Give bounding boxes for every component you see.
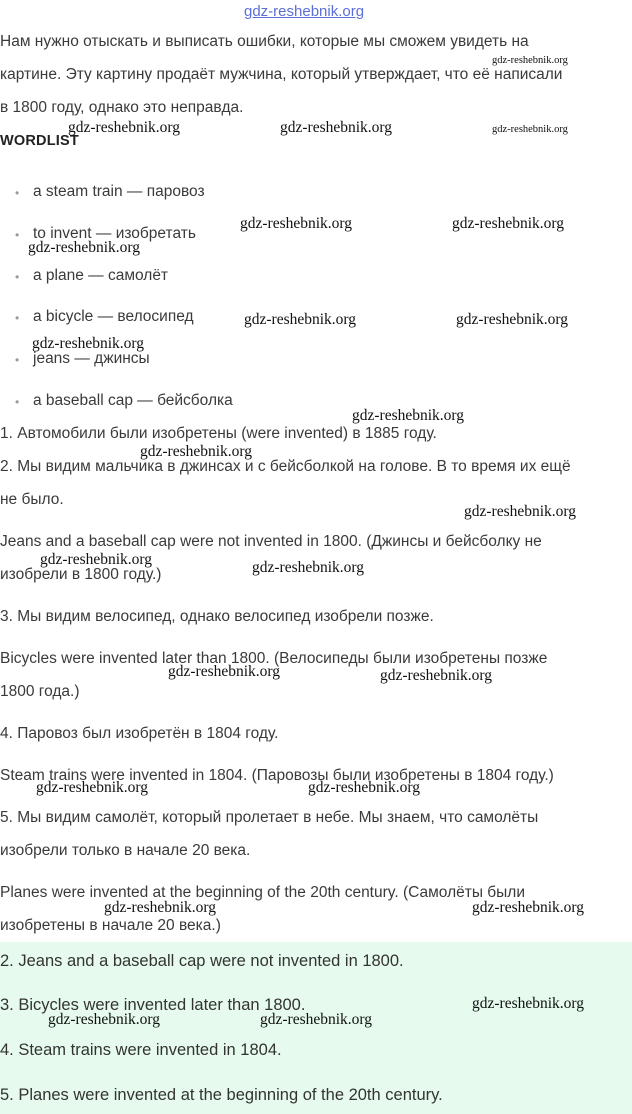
watermark: gdz-reshebnik.org — [32, 335, 145, 352]
watermark-top[interactable]: gdz-reshebnik.org — [244, 3, 365, 20]
explanation-line: Steam trains were invented in 1804. (Паровозы были изобретены в 1804 году.) — [0, 767, 554, 784]
explanation-line: 2. Мы видим мальчика в джинсах и с бейсболкой на голове. В то время их ещё — [0, 458, 571, 475]
watermark: gdz-reshebnik.org — [140, 443, 253, 460]
explanation-line: 3. Мы видим велосипед, однако велосипед изобрели позже. — [0, 608, 434, 625]
watermark: gdz-reshebnik.org — [40, 551, 153, 568]
wordlist-item: a steam train — паровоз — [33, 183, 205, 200]
intro-line-3: в 1800 году, однако это неправда. — [0, 99, 244, 116]
explanation-line: Planes were invented at the beginning of the 20th century. (Самолёты были — [0, 884, 526, 901]
wordlist-heading: WORDLIST — [0, 133, 79, 149]
intro-line-2: картине. Эту картину продаёт мужчина, который утверждает, что её написали — [0, 66, 563, 83]
wordlist-item: to invent — изобретать — [33, 225, 196, 242]
watermark: gdz-reshebnik.org — [104, 899, 217, 916]
explanation-line: изобретены в начале 20 века.) — [0, 917, 221, 934]
answer-line: 4. Steam trains were invented in 1804. — [0, 1041, 282, 1059]
wordlist-item: a baseball cap — бейсболка — [33, 392, 233, 409]
watermark: gdz-reshebnik.org — [308, 779, 421, 796]
wordlist-item: a plane — самолёт — [33, 267, 169, 284]
answer-line: 3. Bicycles were invented later than 1800. — [0, 996, 306, 1014]
bullet-icon: • — [15, 270, 20, 284]
explanation-line: Bicycles were invented later than 1800. (Велосипеды были изобретены позже — [0, 650, 548, 667]
watermark: gdz-reshebnik.org — [28, 239, 141, 256]
watermark: gdz-reshebnik.org — [168, 663, 281, 680]
watermark: gdz-reshebnik.org — [380, 667, 493, 684]
explanation-line: изобрели только в начале 20 века. — [0, 842, 251, 859]
watermark: gdz-reshebnik.org — [492, 55, 568, 66]
bullet-icon: • — [15, 353, 20, 367]
watermark: gdz-reshebnik.org — [48, 1011, 161, 1028]
watermark: gdz-reshebnik.org — [464, 503, 577, 520]
watermark: gdz-reshebnik.org — [68, 119, 181, 136]
bullet-icon: • — [15, 228, 20, 242]
wordlist-item: a bicycle — велосипед — [33, 308, 194, 325]
answer-line: 5. Planes were invented at the beginning of the 20th century. — [0, 1086, 443, 1104]
wordlist-item: jeans — джинсы — [33, 350, 150, 367]
watermark: gdz-reshebnik.org — [492, 124, 568, 135]
bullet-icon: • — [15, 311, 20, 325]
watermark: gdz-reshebnik.org — [252, 559, 365, 576]
watermark: gdz-reshebnik.org — [352, 407, 465, 424]
watermark: gdz-reshebnik.org — [240, 215, 353, 232]
bullet-icon: • — [15, 186, 20, 200]
bullet-icon: • — [15, 395, 20, 409]
watermark: gdz-reshebnik.org — [36, 779, 149, 796]
watermark: gdz-reshebnik.org — [456, 311, 569, 328]
intro-line-1: Нам нужно отыскать и выписать ошибки, которые мы сможем увидеть на — [0, 33, 529, 50]
watermark: gdz-reshebnik.org — [472, 899, 585, 916]
explanation-line: не было. — [0, 491, 64, 508]
watermark: gdz-reshebnik.org — [260, 1011, 373, 1028]
explanation-line: 1800 года.) — [0, 683, 80, 700]
explanation-line: изобрели в 1800 году.) — [0, 566, 162, 583]
explanation-line: 5. Мы видим самолёт, который пролетает в небе. Мы знаем, что самолёты — [0, 809, 539, 826]
watermark: gdz-reshebnik.org — [280, 119, 393, 136]
watermark: gdz-reshebnik.org — [472, 995, 585, 1012]
explanation-line: Jeans and a baseball cap were not invented in 1800. (Джинсы и бейсболку не — [0, 533, 542, 550]
watermark: gdz-reshebnik.org — [452, 215, 565, 232]
watermark: gdz-reshebnik.org — [244, 311, 357, 328]
explanation-line: 1. Автомобили были изобретены (were invented) в 1885 году. — [0, 425, 437, 442]
answer-line: 2. Jeans and a baseball cap were not invented in 1800. — [0, 952, 404, 970]
explanation-line: 4. Паровоз был изобретён в 1804 году. — [0, 725, 279, 742]
